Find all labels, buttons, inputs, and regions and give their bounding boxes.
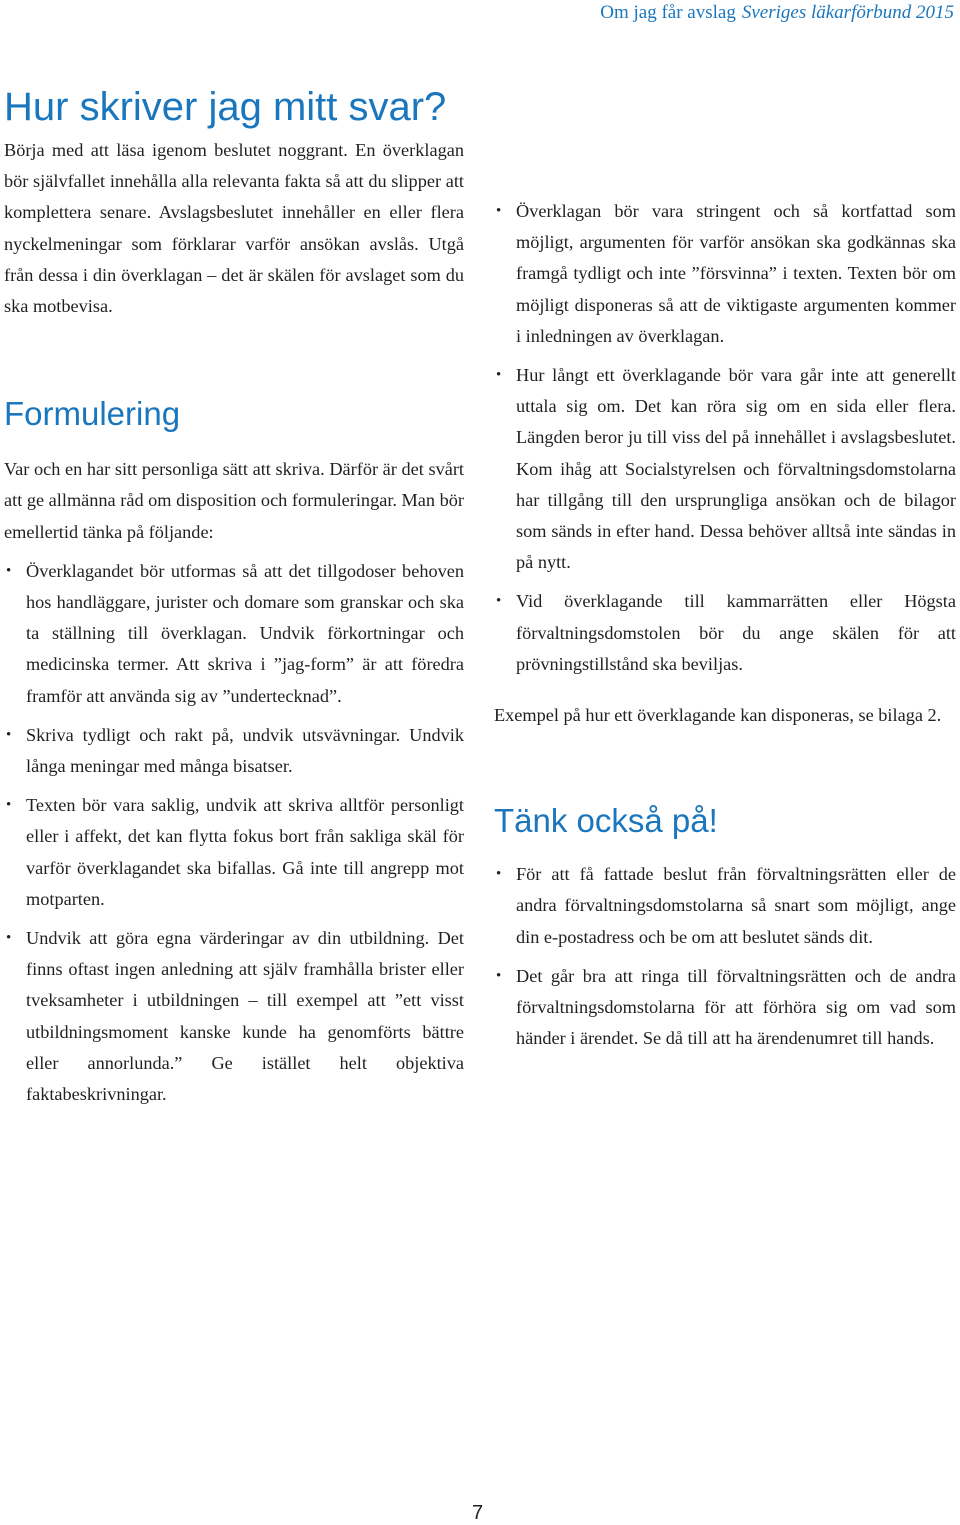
header-publication: Sveriges läkarförbund 2015	[741, 2, 954, 23]
running-header	[600, 2, 954, 24]
bullet-icon: •	[496, 367, 502, 384]
formulering-paragraph: Var och en har sitt personliga sätt att skriva. Därför är det svårt att ge allmänna råd om disposition och formuleringar. Man bör emellertid tänka på följande:	[4, 459, 464, 542]
list-item-text: Texten bör vara saklig, undvik att skriva alltför personligt eller i affekt, det kan flytta fokus bort från sakliga skäl för varför överklagandet ska bifallas. Gå inte till angrepp mot motparten.	[26, 795, 464, 909]
intro-paragraph: Börja med att läsa igenom beslutet noggrant. En överklagan bör självfallet innehålla alla relevanta fakta så att du slipper att komplettera senare. Avslagsbeslutet innehåller en eller flera nyckelmeningar som förklarar varför ansökan avslås. Utgå från dessa i din överklagan – det är skälen för avslaget som du ska motbevisa.	[4, 140, 464, 317]
list-item	[4, 923, 464, 1110]
tank-heading: Tänk också på!	[494, 802, 718, 840]
list-item	[494, 360, 956, 578]
page-title: Hur skriver jag mitt svar?	[4, 85, 447, 129]
list-item-text: Överklagandet bör utformas så att det tillgodoser behoven hos handläggare, jurister och domare som granskar och ska ta ställning till överklagan. Undvik förkortningar och medicinska termer. Att skriva i ”jag-form” är att föredra framför att använda sig av ”undertecknad”.	[26, 560, 464, 706]
bullet-icon: •	[496, 593, 502, 610]
page-number: 7	[472, 1502, 484, 1524]
formulering-heading: Formulering	[4, 395, 181, 433]
list-item-text: Undvik att göra egna värderingar av din utbildning. Det finns oftast ingen anledning att själv framhålla brister eller tveksamheter i utbildningen – till exempel att ”ett visst utbildningsmoment kanske kunde ha genomförts bättre eller annorlunda.” Ge istället helt objektiva faktabeskrivningar.	[26, 928, 464, 1105]
bullet-icon: •	[496, 203, 502, 219]
header-section-title: Om jag får avslag	[600, 2, 736, 23]
list-item-text: Vid överklagande till kammarrätten eller Högsta förvaltningsdomstolen bör du ange skälen för att prövningstillstånd ska beviljas.	[516, 591, 956, 674]
list-item-text: För att få fattade beslut från förvaltningsrätten eller de andra förvaltningsdomstolarna så snart som möjligt, ange din e-postadress och be om att beslutet sänds dit.	[516, 864, 956, 947]
formulering-list	[4, 556, 464, 1110]
bullet-icon: •	[6, 930, 12, 947]
list-item	[494, 586, 956, 680]
example-paragraph: Exempel på hur ett överklagande kan disponeras, se bilaga 2.	[494, 705, 942, 726]
list-item	[4, 556, 464, 712]
bullet-icon: •	[496, 967, 502, 984]
list-item	[494, 196, 956, 352]
tank-list	[494, 859, 956, 1054]
list-item-text: Hur långt ett överklagande bör vara går inte att generellt uttala sig om. Det kan röra sig om en sida eller flera. Längden beror ju till viss del på innehållet i avslagsbeslutet. Kom ihåg att Socialstyrelsen och förvaltningsdomstolarna har tillgång till den ursprungliga ansökan och de bilagor som sänds in efter hand. Dessa behöver alltså inte sändas in på nytt.	[516, 365, 956, 573]
list-item	[494, 859, 956, 953]
list-item	[494, 961, 956, 1055]
list-item-text: Det går bra att ringa till förvaltningsrätten och de andra förvaltningsdomstolarna för att förhöra sig om vad som händer i ärendet. Se då till att ha ärendenumret till hands.	[516, 965, 956, 1049]
left-column	[4, 86, 464, 1110]
right-column	[494, 196, 956, 1054]
list-item	[4, 720, 464, 782]
bullet-icon: •	[6, 562, 12, 579]
bullet-icon: •	[496, 866, 502, 883]
advice-list	[494, 196, 956, 680]
bullet-icon: •	[6, 726, 12, 743]
list-item-text: Skriva tydligt och rakt på, undvik utsvävningar. Undvik långa meningar med många bisatser.	[26, 724, 464, 777]
list-item	[4, 790, 464, 915]
list-item-text: Överklagan bör vara stringent och så kortfattad som möjligt, argumenten för varför ansökan ska godkännas ska framgå tydligt och inte ”försvinna” i texten. Texten bör om möjligt disponeras så att de viktigaste argumenten kommer i inledningen av överklagan.	[516, 201, 956, 346]
bullet-icon: •	[6, 797, 12, 814]
